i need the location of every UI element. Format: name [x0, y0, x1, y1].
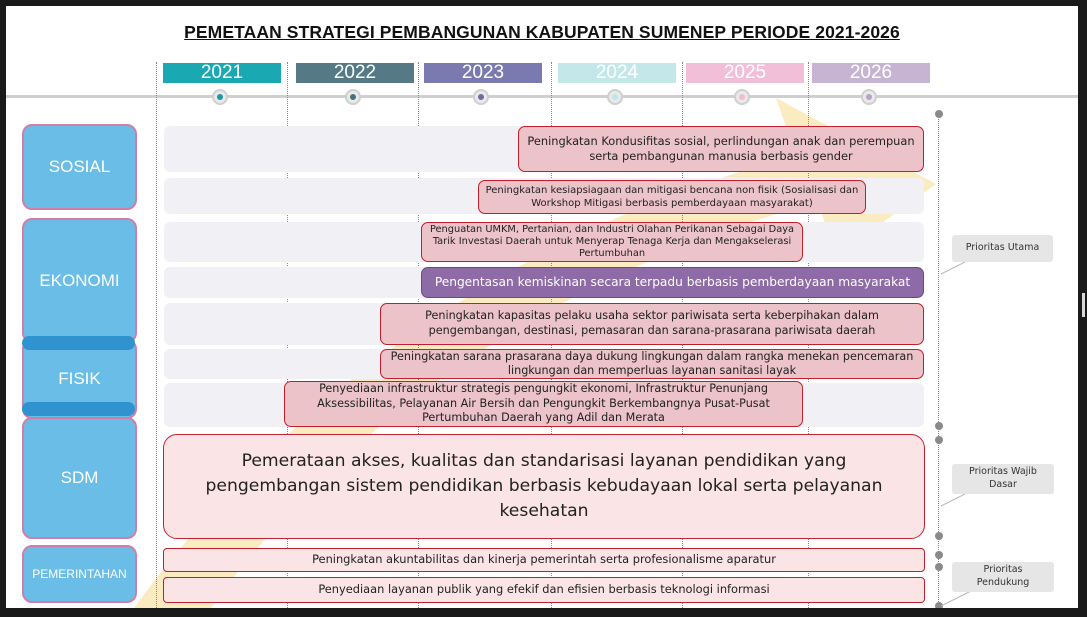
slide	[6, 6, 1078, 608]
category-sdm: SDM	[22, 417, 137, 539]
timeline-line	[6, 95, 1078, 98]
strategy-bar-pemerintahan-1: Peningkatan akuntabilitas dan kinerja pemerintah serta profesionalisme aparatur	[163, 548, 925, 572]
timeline-dot	[734, 89, 750, 105]
timeline-dot	[861, 89, 877, 105]
strategy-bar-sosial-2: Peningkatan kesiapsiagaan dan mitigasi bencana non fisik (Sosialisasi dan Workshop Mitigasi berbasis pemberdayaan masyarakat)	[478, 180, 866, 214]
year-label-2021: 2021	[163, 63, 281, 83]
strategy-bar-pemerintahan-2: Penyediaan layanan publik yang efekif dan efisien berbasis teknologi informasi	[163, 577, 925, 603]
year-divider	[156, 62, 157, 608]
year-label-2022: 2022	[296, 63, 414, 83]
strategy-bar-sdm: Pemerataan akses, kualitas dan standarisasi layanan pendidikan yang pengembangan sistem pendidikan berbasis kebudayaan lokal serta pelayanan kesehatan	[163, 434, 925, 539]
timeline-dot	[473, 89, 489, 105]
timeline-dot	[345, 89, 361, 105]
priority-label-pendukung: Prioritas Pendukung	[952, 562, 1054, 592]
page-title: PEMETAAN STRATEGI PEMBANGUNAN KABUPATEN SUMENEP PERIODE 2021-2026	[184, 22, 900, 42]
timeline-dot	[212, 89, 228, 105]
year-label-2024: 2024	[558, 63, 676, 83]
year-label-2023: 2023	[424, 63, 542, 83]
strategy-bar-ekonomi-3: Peningkatan kapasitas pelaku usaha sektor pariwisata serta keberpihakan dalam pengembangan, destinasi, pemasaran dan sarana-prasarana pariwisata daerah	[380, 303, 924, 345]
category-separator	[22, 336, 135, 350]
strategy-bar-fisik-2: Penyediaan infrastruktur strategis pengungkit ekonomi, Infrastruktur Penunjang Aksessibilitas, Pelayanan Air Bersih dan Pengungkit Berkembangnya Pusat-Pusat Pertumbuhan Daerah yang Adil dan Merata	[284, 381, 803, 427]
scroll-marker	[1082, 293, 1085, 317]
category-fisik: FISIK	[22, 339, 137, 419]
strategy-bar-sosial-1: Peningkatan Kondusifitas sosial, perlindungan anak dan perempuan serta pembangunan manusia berbasis gender	[518, 126, 924, 172]
category-separator	[22, 402, 135, 416]
priority-label-wajib-dasar: Prioritas Wajib Dasar	[952, 464, 1054, 494]
year-label-2026: 2026	[812, 63, 930, 83]
priority-label-utama: Prioritas Utama	[952, 235, 1053, 262]
strategy-bar-ekonomi-2: Pengentasan kemiskinan secara terpadu berbasis pemberdayaan masyarakat	[421, 267, 924, 298]
category-pemerintahan: PEMERINTAHAN	[22, 545, 137, 603]
category-sosial: SOSIAL	[22, 124, 137, 210]
strategy-bar-ekonomi-1: Penguatan UMKM, Pertanian, dan Industri Olahan Perikanan Sebagai Daya Tarik Investasi Daerah untuk Menyerap Tenaga Kerja dan Mengakselerasi Pertumbuhan	[421, 222, 803, 262]
priority-connectors	[931, 6, 991, 608]
year-label-2025: 2025	[686, 63, 804, 83]
category-ekonomi: EKONOMI	[22, 218, 137, 343]
strategy-bar-fisik-1: Peningkatan sarana prasarana daya dukung lingkungan dalam rangka menekan pencemaran lingkungan dan memperluas layanan sanitasi layak	[380, 349, 924, 379]
timeline-dot	[607, 89, 623, 105]
